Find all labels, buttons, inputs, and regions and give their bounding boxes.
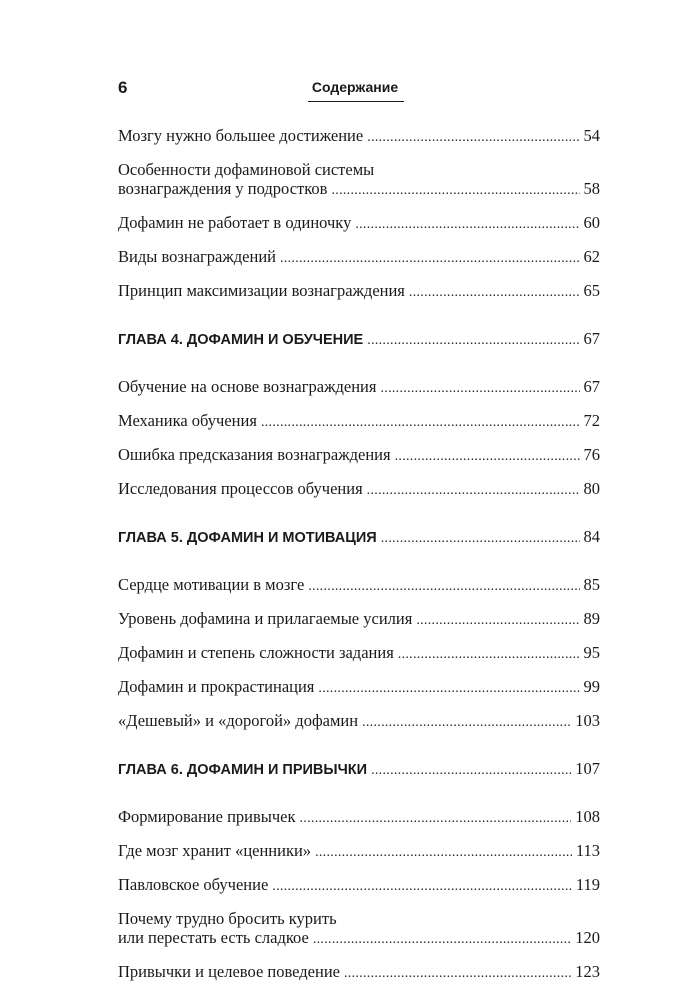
- page-ref: 123: [575, 962, 600, 981]
- toc-entry: [118, 411, 600, 432]
- toc-entry: [118, 609, 600, 630]
- toc-entry: [118, 875, 600, 896]
- dot-leader: [315, 843, 572, 862]
- toc-entry: [118, 711, 600, 732]
- toc-line: [118, 527, 600, 548]
- page-ref: 80: [583, 479, 600, 498]
- toc-line: [118, 411, 600, 432]
- toc-line: [118, 179, 600, 200]
- entry-title: Уровень дофамина и прилагаемые усилия: [118, 609, 413, 628]
- dot-leader: [367, 331, 579, 350]
- toc-entry: [118, 841, 600, 862]
- dot-leader: [355, 215, 579, 234]
- toc-line: [118, 841, 600, 862]
- page-ref: 58: [583, 179, 600, 198]
- dot-leader: [409, 283, 580, 302]
- entry-title: Павловское обучение: [118, 875, 269, 894]
- chapter-title: ГЛАВА 4. ДОФАМИН И ОБУЧЕНИЕ: [118, 332, 364, 348]
- toc-chapter-heading: [118, 527, 600, 548]
- toc-entry: [118, 643, 600, 664]
- toc-line: [118, 479, 600, 500]
- toc-line: [118, 329, 600, 350]
- toc-chapter-heading: [118, 329, 600, 350]
- entry-title: Ошибка предсказания вознаграждения: [118, 445, 391, 464]
- entry-title: Принцип максимизации вознаграждения: [118, 281, 405, 300]
- toc-entry: [118, 807, 600, 828]
- dot-leader: [380, 379, 579, 398]
- entry-title: или перестать есть сладкое: [118, 928, 309, 947]
- page-ref: 67: [583, 377, 600, 396]
- page-ref: 85: [583, 575, 600, 594]
- toc-chapter-heading: [118, 759, 600, 780]
- toc-line: [118, 928, 600, 949]
- dot-leader: [331, 181, 579, 200]
- toc-entry: [118, 909, 600, 949]
- dot-leader: [398, 645, 580, 664]
- entry-title: Виды вознаграждений: [118, 247, 276, 266]
- toc-line: [118, 281, 600, 302]
- entry-title: вознаграждения у подростков: [118, 179, 328, 198]
- entry-title: Где мозг хранит «ценники»: [118, 841, 312, 860]
- dot-leader: [367, 481, 580, 500]
- toc-line: [118, 875, 600, 896]
- dot-leader: [318, 679, 579, 698]
- dot-leader: [367, 128, 579, 147]
- chapter-title: ГЛАВА 5. ДОФАМИН И МОТИВАЦИЯ: [118, 530, 377, 546]
- page-number: 6: [118, 78, 128, 97]
- entry-title: Мозгу нужно большее достижение: [118, 126, 364, 145]
- toc-line: [118, 160, 600, 179]
- chapter-title: ГЛАВА 6. ДОФАМИН И ПРИВЫЧКИ: [118, 762, 368, 778]
- toc-line: [118, 575, 600, 596]
- toc-line: [118, 377, 600, 398]
- page-ref: 72: [583, 411, 600, 430]
- toc-line: [118, 247, 600, 268]
- entry-title: «Дешевый» и «дорогой» дофамин: [118, 711, 359, 730]
- entry-title: Исследования процессов обучения: [118, 479, 363, 498]
- dot-leader: [371, 761, 571, 780]
- toc-line: [118, 962, 600, 983]
- page-ref: 54: [583, 126, 600, 145]
- page-ref: 95: [583, 643, 600, 662]
- entry-title: Механика обучения: [118, 411, 257, 430]
- dot-leader: [300, 809, 572, 828]
- dot-leader: [362, 713, 571, 732]
- toc-entry: [118, 575, 600, 596]
- entry-title: Обучение на основе вознаграждения: [118, 377, 377, 396]
- entry-title: Формирование привычек: [118, 807, 296, 826]
- toc-line: [118, 677, 600, 698]
- toc-entry: [118, 247, 600, 268]
- entry-title: Дофамин не работает в одиночку: [118, 213, 352, 232]
- dot-leader: [395, 447, 580, 466]
- toc-line: [118, 213, 600, 234]
- toc-line: [118, 711, 600, 732]
- toc-entry: [118, 445, 600, 466]
- page-ref: 103: [575, 711, 600, 730]
- toc-line: [118, 643, 600, 664]
- toc-line: [118, 759, 600, 780]
- toc-entry: [118, 962, 600, 983]
- dot-leader: [261, 413, 580, 432]
- entry-title: Особенности дофаминовой системы: [118, 160, 375, 179]
- toc-line: [118, 807, 600, 828]
- page-ref: 107: [575, 759, 600, 778]
- entry-title: Почему трудно бросить курить: [118, 909, 337, 928]
- toc-entry: [118, 126, 600, 147]
- dot-leader: [280, 249, 580, 268]
- page-ref: 120: [575, 928, 600, 947]
- entry-title: Дофамин и степень сложности задания: [118, 643, 394, 662]
- page-ref: 76: [583, 445, 600, 464]
- page-ref: 108: [575, 807, 600, 826]
- toc-entry: [118, 377, 600, 398]
- page-ref: 84: [583, 527, 600, 546]
- page-ref: 62: [583, 247, 600, 266]
- page-ref: 99: [583, 677, 600, 696]
- table-of-contents: [118, 126, 600, 983]
- dot-leader: [272, 877, 572, 896]
- toc-line: [118, 126, 600, 147]
- entry-title: Привычки и целевое поведение: [118, 962, 340, 981]
- entry-title: Сердце мотивации в мозге: [118, 575, 305, 594]
- toc-line: [118, 609, 600, 630]
- page-ref: 113: [575, 841, 600, 860]
- dot-leader: [416, 611, 579, 630]
- toc-line: [118, 445, 600, 466]
- toc-entry: [118, 677, 600, 698]
- toc-entry: [118, 160, 600, 200]
- page-ref: 89: [583, 609, 600, 628]
- running-title: Содержание: [311, 79, 399, 95]
- title-underline: [308, 101, 404, 102]
- toc-entry: [118, 479, 600, 500]
- dot-leader: [308, 577, 579, 596]
- page-ref: 67: [583, 329, 600, 348]
- page-ref: 119: [575, 875, 600, 894]
- dot-leader: [381, 529, 580, 548]
- toc-line: [118, 909, 600, 928]
- dot-leader: [344, 964, 571, 983]
- toc-entry: [118, 281, 600, 302]
- dot-leader: [313, 930, 571, 949]
- page-ref: 65: [583, 281, 600, 300]
- page-ref: 60: [583, 213, 600, 232]
- entry-title: Дофамин и прокрастинация: [118, 677, 315, 696]
- toc-entry: [118, 213, 600, 234]
